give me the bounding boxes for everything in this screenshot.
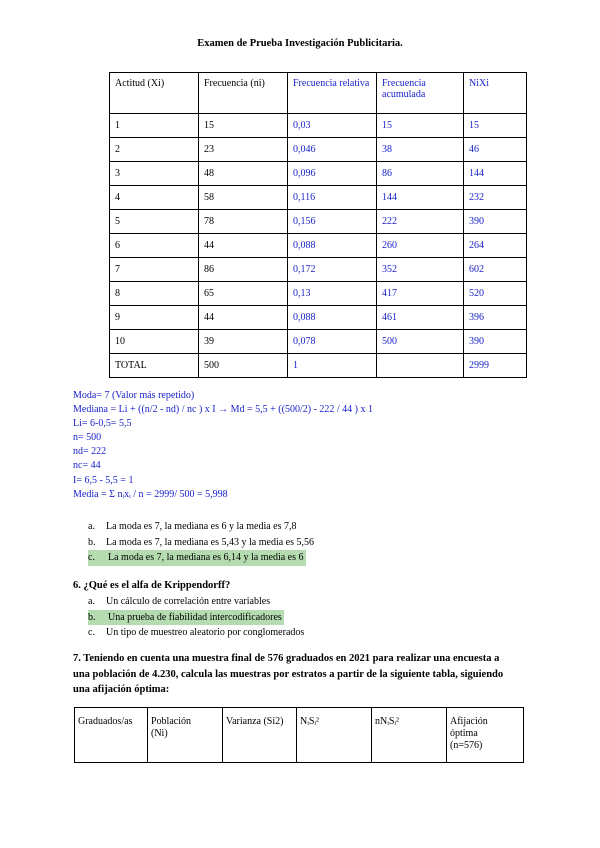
table-cell: 15 bbox=[464, 114, 527, 138]
table-cell: 1 bbox=[110, 114, 199, 138]
table-row bbox=[110, 234, 527, 258]
option-text: La moda es 7, la mediana es 5,43 y la media es 5,56 bbox=[106, 536, 314, 548]
table-cell: 48 bbox=[199, 162, 288, 186]
calc-line-n: n= 500 bbox=[73, 432, 102, 444]
calc-line-nd: nd= 222 bbox=[73, 446, 107, 458]
table-cell: 9 bbox=[110, 306, 199, 330]
table-cell: 500 bbox=[199, 354, 288, 378]
header-poblacion-line2: (Ni) bbox=[151, 728, 168, 739]
calc-line-li: Li= 6-0,5= 5,5 bbox=[73, 418, 132, 430]
header-varianza: Varianza (Si2) bbox=[223, 708, 297, 763]
table-cell: 38 bbox=[377, 138, 464, 162]
table-cell: 23 bbox=[199, 138, 288, 162]
table-cell: 86 bbox=[377, 162, 464, 186]
table-cell: 417 bbox=[377, 282, 464, 306]
table-cell: TOTAL bbox=[110, 354, 199, 378]
q5-options bbox=[88, 519, 314, 566]
table-cell: 396 bbox=[464, 306, 527, 330]
header-poblacion-line1: Población bbox=[151, 716, 191, 727]
table-cell: Frecuencia acumulada bbox=[377, 73, 464, 114]
calculation-block bbox=[73, 389, 373, 502]
q6-options bbox=[88, 594, 304, 641]
table-cell: 8 bbox=[110, 282, 199, 306]
table-cell: 390 bbox=[464, 330, 527, 354]
option-item-correct[interactable] bbox=[88, 550, 314, 566]
table-row bbox=[110, 162, 527, 186]
table-cell: 10 bbox=[110, 330, 199, 354]
table-row bbox=[110, 258, 527, 282]
table-header-row bbox=[75, 708, 524, 763]
table-cell: 65 bbox=[199, 282, 288, 306]
table-cell: 15 bbox=[199, 114, 288, 138]
table-cell: 58 bbox=[199, 186, 288, 210]
calc-line-i: I= 6,5 - 5,5 = 1 bbox=[73, 474, 134, 486]
table-cell: 0,088 bbox=[288, 306, 377, 330]
table-total-row bbox=[110, 354, 527, 378]
option-letter: c. bbox=[88, 550, 108, 566]
table-cell: 0,156 bbox=[288, 210, 377, 234]
header-afijacion-line2: óptima bbox=[450, 728, 478, 739]
option-item[interactable] bbox=[88, 625, 304, 641]
table-cell: 222 bbox=[377, 210, 464, 234]
table-cell: 3 bbox=[110, 162, 199, 186]
table-cell: 0,096 bbox=[288, 162, 377, 186]
afijacion-table bbox=[74, 707, 524, 763]
header-afijacion-line1: Afijación bbox=[450, 716, 488, 727]
table-cell: 7 bbox=[110, 258, 199, 282]
table-cell: 390 bbox=[464, 210, 527, 234]
option-letter: a. bbox=[88, 521, 95, 532]
q7-line: una población de 4.230, calcula las muestras por estratos a partir de la siguiente tabla, siguiendo bbox=[73, 668, 504, 680]
table-cell: 5 bbox=[110, 210, 199, 234]
table-cell: 232 bbox=[464, 186, 527, 210]
table-cell: 1 bbox=[288, 354, 377, 378]
q7-line: 7. Teniendo en cuenta una muestra final de 576 graduados en 2021 para realizar una encuesta a bbox=[73, 653, 500, 664]
option-letter: c. bbox=[88, 627, 95, 639]
table-cell: Frecuencia relativa bbox=[288, 73, 377, 114]
table-cell: 0,088 bbox=[288, 234, 377, 258]
table-row bbox=[110, 186, 527, 210]
calc-line-nc: nc= 44 bbox=[73, 460, 101, 472]
table-cell: 260 bbox=[377, 234, 464, 258]
table-cell: 500 bbox=[377, 330, 464, 354]
header-afijacion-line3: (n=576) bbox=[450, 740, 483, 751]
table-cell: 461 bbox=[377, 306, 464, 330]
table-cell: 44 bbox=[199, 306, 288, 330]
q7-line: una afijación óptima: bbox=[73, 684, 170, 695]
table-row bbox=[110, 306, 527, 330]
table-cell: 15 bbox=[377, 114, 464, 138]
table-cell: 0,03 bbox=[288, 114, 377, 138]
table-cell: 352 bbox=[377, 258, 464, 282]
option-letter: b. bbox=[88, 536, 96, 548]
option-letter: b. bbox=[88, 610, 108, 626]
table-row bbox=[110, 114, 527, 138]
option-text: La moda es 7, la mediana es 6 y la media es 7,8 bbox=[106, 521, 297, 532]
table-row bbox=[110, 210, 527, 234]
table-row bbox=[110, 138, 527, 162]
option-text: Un cálculo de correlación entre variables bbox=[106, 596, 271, 607]
table-cell: Frecuencia (ni) bbox=[199, 73, 288, 114]
option-text: Una prueba de fiabilidad intercodificadores bbox=[108, 610, 284, 626]
table-cell: 2999 bbox=[464, 354, 527, 378]
table-cell: 44 bbox=[199, 234, 288, 258]
table-cell: 78 bbox=[199, 210, 288, 234]
table-cell: 6 bbox=[110, 234, 199, 258]
header-graduados: Graduados/as bbox=[75, 708, 148, 763]
table-cell: 520 bbox=[464, 282, 527, 306]
table-cell: 144 bbox=[377, 186, 464, 210]
table-cell: 46 bbox=[464, 138, 527, 162]
table-row bbox=[110, 330, 527, 354]
table-cell: 2 bbox=[110, 138, 199, 162]
table-cell: 0,13 bbox=[288, 282, 377, 306]
header-nnisi2: nNᵢSᵢ² bbox=[372, 708, 447, 763]
table-header-row bbox=[110, 73, 527, 114]
q6-question: 6. ¿Qué es el alfa de Krippendorff? bbox=[73, 580, 231, 591]
table-cell: 0,046 bbox=[288, 138, 377, 162]
option-item[interactable] bbox=[88, 519, 314, 535]
table-cell: 39 bbox=[199, 330, 288, 354]
table-cell: 0,172 bbox=[288, 258, 377, 282]
header-poblacion bbox=[148, 708, 223, 763]
option-text: Un tipo de muestreo aleatorio por conglomerados bbox=[106, 627, 305, 639]
table-cell: 86 bbox=[199, 258, 288, 282]
calc-line-moda: Moda= 7 (Valor más repetido) bbox=[73, 390, 195, 401]
table-cell bbox=[377, 354, 464, 378]
table-cell: 4 bbox=[110, 186, 199, 210]
table-cell: 0,116 bbox=[288, 186, 377, 210]
calc-line-mediana: Mediana = Li + ((n/2 - nd) / nc ) x I → Md = 5,5 + ((500/2) - 222 / 44 ) x 1 bbox=[73, 404, 374, 416]
table-cell: 0,078 bbox=[288, 330, 377, 354]
table-cell: 144 bbox=[464, 162, 527, 186]
table-cell: Actitud (Xi) bbox=[110, 73, 199, 114]
table-row bbox=[110, 282, 527, 306]
option-item[interactable] bbox=[88, 594, 304, 610]
header-nisi2: NᵢSᵢ² bbox=[297, 708, 372, 763]
exam-title: Examen de Prueba Investigación Publicitaria. bbox=[197, 38, 403, 49]
table-cell: NiXi bbox=[464, 73, 527, 114]
table-cell: 264 bbox=[464, 234, 527, 258]
option-item-correct[interactable] bbox=[88, 610, 304, 626]
frequency-table bbox=[109, 72, 527, 378]
option-text: La moda es 7, la mediana es 6,14 y la media es 6 bbox=[108, 550, 306, 566]
calc-line-media: Media = Σ nᵢxᵢ / n = 2999/ 500 = 5,998 bbox=[73, 488, 228, 500]
q7-question bbox=[73, 651, 503, 698]
header-afijacion bbox=[447, 708, 524, 763]
option-item[interactable] bbox=[88, 535, 314, 551]
table-cell: 602 bbox=[464, 258, 527, 282]
option-letter: a. bbox=[88, 596, 95, 607]
